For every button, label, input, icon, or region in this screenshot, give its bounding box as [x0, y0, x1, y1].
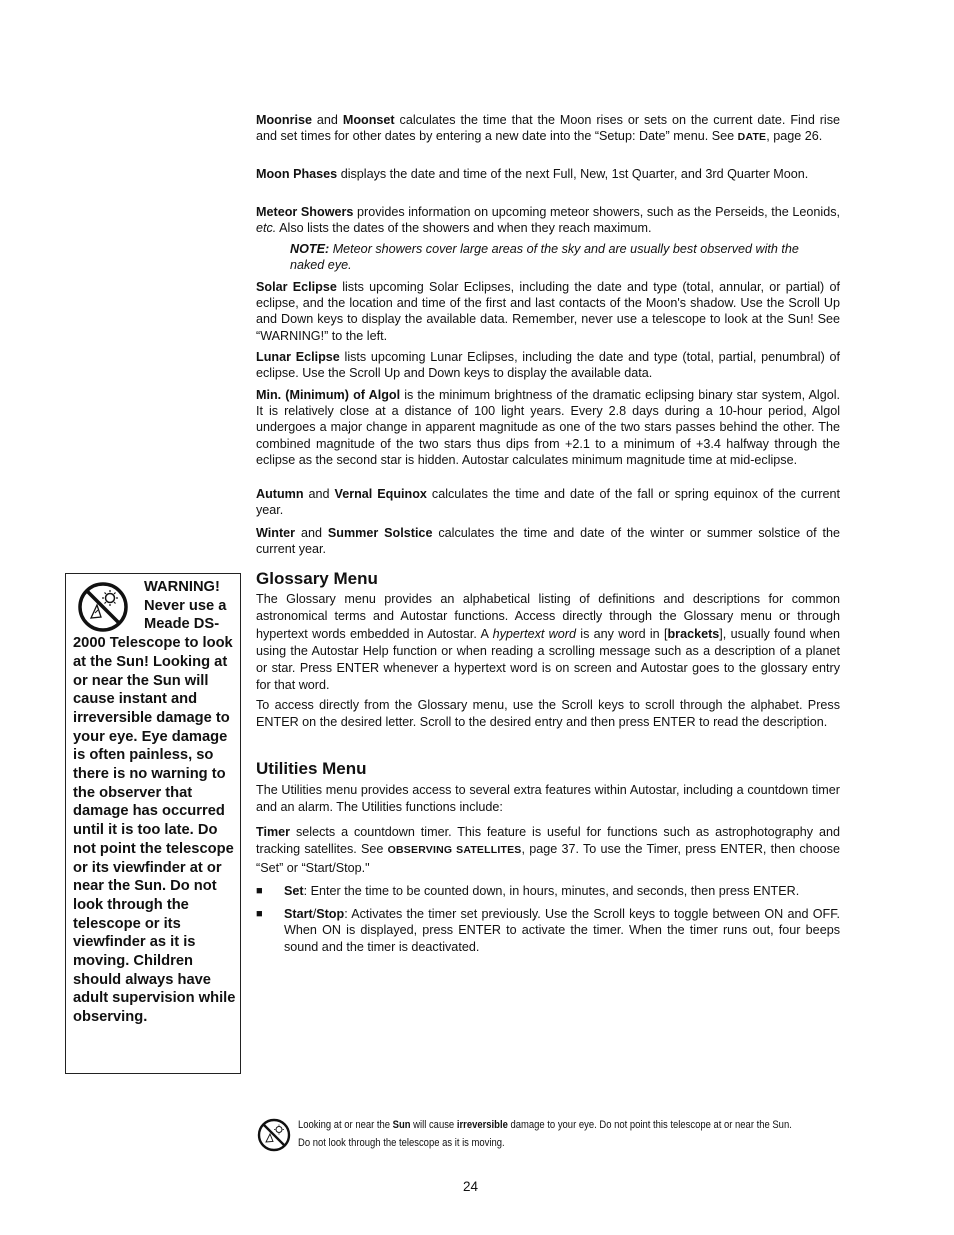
solar-eclipse-term: Solar Eclipse — [256, 280, 337, 294]
note-text: Meteor showers cover large areas of the sky and are usually best observed with the naked eye. — [290, 242, 799, 273]
equinox-paragraph — [256, 486, 840, 518]
warning-body: 2000 Telescope to look at the Sun! Looking at or near the Sun will cause instant and irreversible damage to your eye. Eye damage is often painless, so there is no warning to the observer that damage has occurred until it is too late. Do not point the telescope or its viewfinder at or near the Sun. Do not look through the telescope or its viewfinder as it is moving. Children should always have adult supervision while observing. — [73, 635, 236, 1026]
glossary-paragraph-2 — [256, 697, 840, 732]
date-ref: DATE — [737, 131, 767, 144]
bullet-square: ■ — [256, 908, 263, 920]
moonrise-and: and — [316, 113, 338, 127]
footer-line-2: Do not look through the telescope as it is moving. — [298, 1136, 505, 1149]
bullet-square: ■ — [256, 885, 263, 897]
stop-term: Stop — [316, 907, 345, 921]
timer-text-a: selects a countdown timer. This feature is useful for functions such as astrophotography and tracking satellites. See — [256, 825, 841, 857]
footer-warning-text — [298, 1117, 857, 1152]
glossary-p1a: The Glossary menu provides an alphabetical listing of definitions and descriptions for common astronomical terms and Autostar functions. Access directly through the Glossary menu or through hypertext words embedded in Autostar. A — [256, 592, 840, 641]
lunar-eclipse-text: lists upcoming Lunar Eclipses, including the date and type (total, partial, penumbral) of eclipse. Use the Scroll Up and Down keys to display the available data. — [256, 350, 841, 381]
meteor-note — [290, 241, 820, 273]
solstice-and: and — [300, 526, 322, 540]
timer-term: Timer — [256, 825, 291, 839]
page-number: 24 — [463, 1179, 479, 1194]
warning-line-2: Never use a — [144, 597, 227, 614]
glossary-p2: To access directly from the Glossary menu, use the Scroll keys to scroll through the alphabet. Press ENTER on the desired letter. Scroll to the desired entry and then press ENTER to read the description. — [256, 698, 840, 730]
algol-text: is the minimum brightness of the dramatic eclipsing binary star system, Algol. It is relatively close at a distance of 100 light years. Every 2.8 days during a 10-hour period, Algol undergoes a major change in apparent magnitude as one of the two stars passes behind the other. The combined magnitude of the two stars thus dips from +2.1 to a minimum of +3.4 halfway through the eclipse as the second star is hidden. Autostar calculates minimum magnitude time at mid-eclipse. — [256, 388, 841, 467]
footer-sun: Sun — [392, 1119, 411, 1131]
solar-eclipse-text: lists upcoming Solar Eclipses, including the date and type (total, annular, or partial) of eclipse, and the location and time of the first and last contacts of the Moon's shadow. Use the Scroll Up and Down keys to display the available data. Remember, never use a telescope to look at the Sun! See “WARNING!” to the left. — [256, 280, 840, 343]
vernal-equinox-term: Vernal Equinox — [334, 487, 427, 501]
footer-t3: damage to your eye. Do not point this telescope at or near the Sun. — [510, 1119, 792, 1131]
utilities-heading: Utilities Menu — [256, 759, 367, 778]
footer-t1: Looking at or near the — [298, 1119, 391, 1131]
glossary-brackets: brackets — [667, 626, 720, 641]
glossary-p1c: ], usually found when using the Autostar Help function or when reading a scrolling message such as a description of a planet or star. Press ENTER whenever a hypertext word is on screen and Autostar goes to the glossary entry for that word. — [256, 626, 841, 693]
moon-phases-term: Moon Phases — [256, 167, 338, 181]
meteor-etc: etc. — [256, 221, 277, 236]
moonrise-text-2: , page 26. — [766, 129, 823, 144]
warning-line-3: Meade DS- — [144, 616, 220, 633]
timer-paragraph — [256, 824, 840, 877]
algol-term: Min. (Minimum) of Algol — [256, 388, 401, 402]
timer-text-b: , page 37. To use the Timer, press ENTER, then choose “Set” or “Start/Stop." — [256, 842, 840, 875]
moonset-term: Moonset — [342, 113, 395, 127]
equinox-text: calculates the time and date of the fall or spring equinox of the current year. — [256, 487, 840, 518]
meteor-showers-term: Meteor Showers — [256, 205, 354, 219]
glossary-hypertext-word: hypertext word — [492, 626, 576, 641]
moon-phases-paragraph — [256, 166, 840, 182]
solar-eclipse-paragraph — [256, 279, 840, 344]
footer-no-sun-viewing-icon — [256, 1117, 292, 1153]
utilities-p1: The Utilities menu provides access to several extra features within Autostar, including a countdown timer and an alarm. The Utilities functions include: — [256, 783, 840, 815]
set-term: Set — [284, 884, 304, 898]
meteor-text-2: Also lists the dates of the showers and when they reach maximum. — [279, 221, 652, 236]
lunar-eclipse-term: Lunar Eclipse — [256, 350, 340, 364]
moonrise-text: calculates the time that the Moon rises or sets on the current date. Find rise and set times for other dates by entering a new date into the “Setup: Date” menu. See — [256, 113, 841, 144]
start-stop-text: : Activates the timer set previously. Use the Scroll keys to toggle between ON and OFF. When ON is displayed, press ENTER to activate the timer. When the timer runs out, four beeps sound and the timer is deactivated. — [284, 907, 840, 954]
glossary-heading: Glossary Menu — [256, 569, 378, 588]
footer-irreversible: irreversible — [456, 1119, 508, 1131]
lunar-eclipse-paragraph — [256, 349, 840, 381]
moonrise-paragraph — [256, 112, 840, 145]
summer-solstice-term: Summer Solstice — [327, 526, 433, 540]
footer-t2: will cause — [413, 1119, 455, 1131]
set-text: : Enter the time to be counted down, in hours, minutes, and seconds, then press ENTER. — [303, 884, 800, 898]
meteor-showers-paragraph — [256, 204, 840, 236]
start-term: Start — [284, 907, 313, 921]
set-bullet-text — [284, 883, 840, 899]
observing-satellites-ref: OBSERVING SATELLITES — [387, 844, 522, 857]
footer-line-1 — [298, 1117, 857, 1135]
solstice-text: calculates the time and date of the winter or summer solstice of the current year. — [256, 526, 841, 557]
note-label: NOTE: — [290, 242, 330, 256]
start-stop-slash: / — [312, 907, 317, 921]
glossary-paragraph-1 — [256, 591, 840, 695]
algol-paragraph — [256, 387, 840, 468]
utilities-paragraph-1 — [256, 782, 840, 817]
autumn-term: Autumn — [256, 487, 304, 501]
moon-phases-text: displays the date and time of the next Full, New, 1st Quarter, and 3rd Quarter Moon. — [340, 167, 809, 181]
moonrise-term: Moonrise — [256, 113, 312, 127]
start-stop-bullet-text — [284, 906, 840, 955]
warning-text — [73, 578, 238, 1027]
meteor-text-1: provides information on upcoming meteor showers, such as the Perseids, the Leonids, — [357, 205, 840, 219]
glossary-p1b: is any word in [ — [580, 626, 668, 641]
solstice-paragraph — [256, 525, 840, 557]
winter-term: Winter — [256, 526, 296, 540]
equinox-and: and — [308, 487, 330, 501]
warning-line-1: WARNING! — [144, 579, 220, 595]
